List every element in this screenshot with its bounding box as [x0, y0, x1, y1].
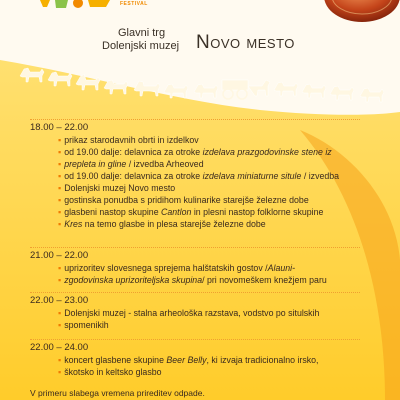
text: / pri novomeškem knežjem paru [202, 275, 327, 285]
program-line [58, 274, 327, 286]
text: , ki izvaja tradicionalno irsko, [206, 355, 319, 365]
text: koncert glasbene skupine [64, 355, 167, 365]
program-line [58, 146, 332, 158]
program-line [58, 206, 323, 218]
italic-text: izdelava miniaturne situle [202, 171, 302, 181]
text: na temo glasbe in plesa starejše železne dobe [82, 219, 266, 229]
program-line [58, 307, 319, 319]
separator-line [30, 119, 360, 120]
program-line [58, 262, 295, 274]
text: / izvedba Arheoved [126, 159, 204, 169]
weather-note: V primeru slabega vremena prireditev odpade. [30, 388, 205, 398]
italic-text: Kres [64, 219, 83, 229]
program-line [58, 158, 204, 170]
program-line [58, 354, 318, 366]
time-range: 22.00 – 23.00 [30, 295, 89, 306]
italic-text: prepleta in gline [64, 159, 127, 169]
bullet-icon: ▪ [58, 147, 62, 157]
program-line [58, 319, 109, 331]
time-range: 22.00 – 24.00 [30, 342, 89, 353]
text: Dolenjski muzej Novo mesto [64, 183, 176, 193]
bullet-icon: ▪ [58, 320, 62, 330]
bullet-icon: ▪ [58, 171, 62, 181]
time-range: 21.00 – 22.00 [30, 250, 89, 261]
separator-line [30, 292, 360, 293]
text: Dolenjski muzej - stalna arheološka razstava, vodstvo po situlskih [64, 308, 320, 318]
program-line [58, 218, 266, 230]
time-range: 18.00 – 22.00 [30, 122, 89, 133]
bullet-icon: ▪ [58, 355, 62, 365]
text: gostinska ponudba s pridihom kulinarike starejše železne dobe [64, 195, 309, 205]
program-line [58, 170, 339, 182]
italic-text: Alauni- [267, 263, 296, 273]
text: od 19.00 dalje: delavnica za otroke [64, 171, 203, 181]
program-line [58, 194, 309, 206]
italic-text: zgodovinska uprizoriteljska skupina [64, 275, 203, 285]
venue-line-2: Dolenjski muzej [102, 40, 180, 52]
bullet-icon: ▪ [58, 183, 62, 193]
text: / izvedba [301, 171, 340, 181]
bullet-icon: ▪ [58, 263, 62, 273]
bullet-icon: ▪ [58, 219, 62, 229]
festival-word: FESTIVAL [120, 1, 148, 7]
city-title: Novo mesto [196, 32, 295, 53]
text: glasbeni nastop skupine [64, 207, 162, 217]
bullet-icon: ▪ [58, 367, 62, 377]
text: uprizoritev slovesnega sprejema halštatskih gostov / [64, 263, 268, 273]
bullet-icon: ▪ [58, 275, 62, 285]
separator-line [30, 339, 360, 340]
bullet-icon: ▪ [58, 207, 62, 217]
italic-text: Cantlon [161, 207, 192, 217]
text: prikaz starodavnih obrti in izdelkov [64, 135, 199, 145]
venue-line-1: Glavni trg [118, 27, 166, 39]
bullet-icon: ▪ [58, 308, 62, 318]
text: spomenikih [64, 320, 109, 330]
bullet-icon: ▪ [58, 135, 62, 145]
text: škotsko in keltsko glasbo [64, 367, 162, 377]
program-line [58, 366, 162, 378]
italic-text: Beer Belly [166, 355, 207, 365]
bullet-icon: ▪ [58, 159, 62, 169]
text: in plesni nastop folklorne skupine [191, 207, 324, 217]
program-line [58, 134, 199, 146]
text: od 19.00 dalje: delavnica za otroke [64, 147, 203, 157]
program-line [58, 182, 175, 194]
bullet-icon: ▪ [58, 195, 62, 205]
separator-line [30, 247, 360, 248]
italic-text: izdelava prazgodovinske stene iz [202, 147, 332, 157]
